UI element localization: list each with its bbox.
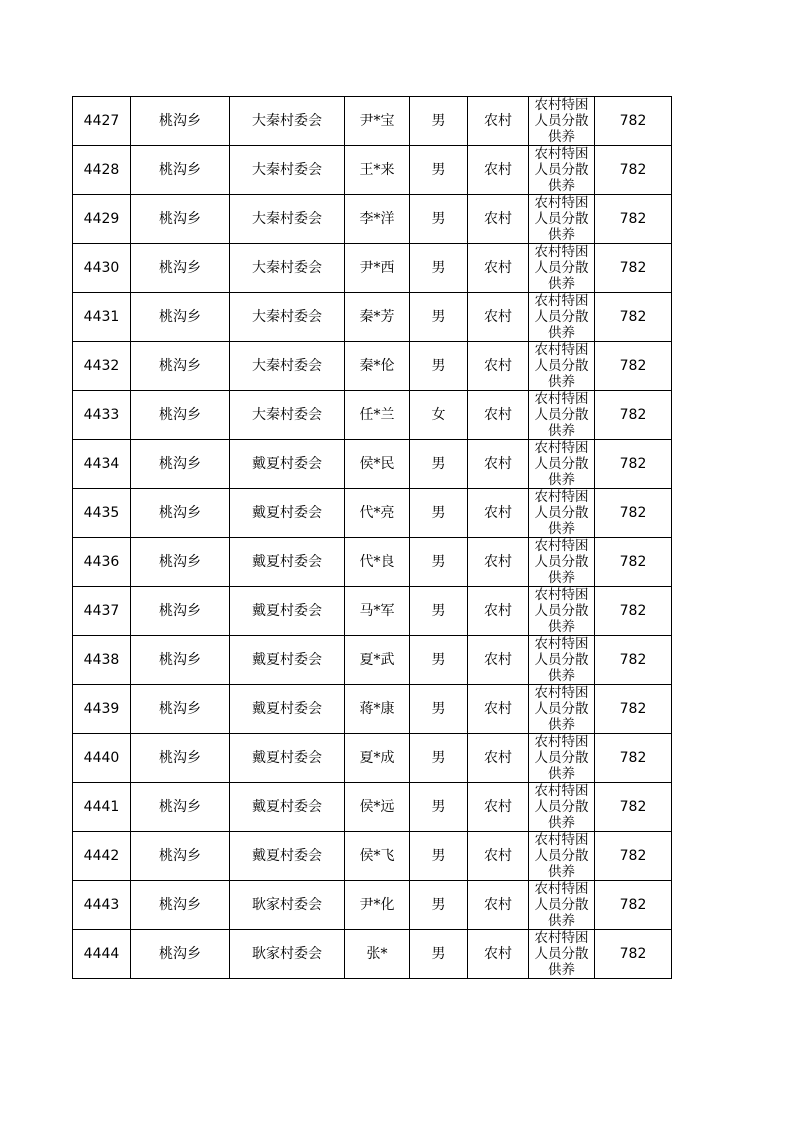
support-type-wrap <box>529 636 594 684</box>
table-row <box>73 832 672 881</box>
cell-village-committee: 戴夏村委会 <box>230 440 345 489</box>
support-type-text: 农村特困人员分散供养 <box>534 440 589 488</box>
cell-person-name: 夏*武 <box>345 636 410 685</box>
table-row <box>73 440 672 489</box>
support-type-wrap <box>529 783 594 831</box>
cell-person-name: 侯*民 <box>345 440 410 489</box>
cell-village-committee: 戴夏村委会 <box>230 489 345 538</box>
cell-area-type: 农村 <box>468 685 529 734</box>
support-type-text: 农村特困人员分散供养 <box>534 146 589 194</box>
cell-person-name: 侯*远 <box>345 783 410 832</box>
cell-village-committee: 大秦村委会 <box>230 293 345 342</box>
cell-area-type: 农村 <box>468 342 529 391</box>
support-type-wrap <box>529 97 594 145</box>
support-type-wrap <box>529 587 594 635</box>
cell-township: 桃沟乡 <box>131 146 230 195</box>
cell-person-name: 尹*西 <box>345 244 410 293</box>
cell-amount: 782 <box>595 930 672 979</box>
cell-township: 桃沟乡 <box>131 342 230 391</box>
support-type-text: 农村特困人员分散供养 <box>534 636 589 684</box>
cell-support-type <box>529 734 595 783</box>
support-type-wrap <box>529 440 594 488</box>
cell-amount: 782 <box>595 244 672 293</box>
cell-gender: 男 <box>410 538 468 587</box>
table-row <box>73 587 672 636</box>
cell-gender: 男 <box>410 440 468 489</box>
cell-record-id: 4438 <box>73 636 131 685</box>
cell-person-name: 李*洋 <box>345 195 410 244</box>
support-type-text: 农村特困人员分散供养 <box>534 832 589 880</box>
cell-record-id: 4427 <box>73 97 131 146</box>
table-row <box>73 489 672 538</box>
cell-area-type: 农村 <box>468 489 529 538</box>
cell-support-type <box>529 489 595 538</box>
cell-township: 桃沟乡 <box>131 391 230 440</box>
support-type-wrap <box>529 244 594 292</box>
cell-person-name: 尹*宝 <box>345 97 410 146</box>
cell-amount: 782 <box>595 538 672 587</box>
cell-township: 桃沟乡 <box>131 489 230 538</box>
support-type-wrap <box>529 685 594 733</box>
cell-village-committee: 戴夏村委会 <box>230 734 345 783</box>
cell-record-id: 4441 <box>73 783 131 832</box>
cell-gender: 男 <box>410 587 468 636</box>
cell-record-id: 4439 <box>73 685 131 734</box>
table-row <box>73 636 672 685</box>
cell-township: 桃沟乡 <box>131 440 230 489</box>
cell-area-type: 农村 <box>468 244 529 293</box>
support-type-text: 农村特困人员分散供养 <box>534 195 589 243</box>
cell-amount: 782 <box>595 734 672 783</box>
support-type-wrap <box>529 195 594 243</box>
cell-amount: 782 <box>595 440 672 489</box>
cell-amount: 782 <box>595 293 672 342</box>
cell-village-committee: 戴夏村委会 <box>230 587 345 636</box>
cell-village-committee: 戴夏村委会 <box>230 685 345 734</box>
cell-amount: 782 <box>595 489 672 538</box>
cell-person-name: 夏*成 <box>345 734 410 783</box>
cell-amount: 782 <box>595 146 672 195</box>
support-type-text: 农村特困人员分散供养 <box>534 391 589 439</box>
cell-area-type: 农村 <box>468 97 529 146</box>
table-row <box>73 538 672 587</box>
table-row <box>73 734 672 783</box>
support-type-text: 农村特困人员分散供养 <box>534 293 589 341</box>
cell-support-type <box>529 636 595 685</box>
cell-village-committee: 大秦村委会 <box>230 244 345 293</box>
cell-area-type: 农村 <box>468 391 529 440</box>
cell-support-type <box>529 146 595 195</box>
cell-area-type: 农村 <box>468 734 529 783</box>
support-type-text: 农村特困人员分散供养 <box>534 244 589 292</box>
cell-village-committee: 戴夏村委会 <box>230 636 345 685</box>
cell-gender: 男 <box>410 342 468 391</box>
table-body <box>73 97 672 979</box>
cell-amount: 782 <box>595 783 672 832</box>
cell-village-committee: 大秦村委会 <box>230 391 345 440</box>
support-type-text: 农村特困人员分散供养 <box>534 930 589 978</box>
cell-amount: 782 <box>595 195 672 244</box>
cell-gender: 女 <box>410 391 468 440</box>
cell-village-committee: 大秦村委会 <box>230 97 345 146</box>
cell-gender: 男 <box>410 930 468 979</box>
cell-person-name: 侯*飞 <box>345 832 410 881</box>
cell-village-committee: 戴夏村委会 <box>230 832 345 881</box>
cell-support-type <box>529 391 595 440</box>
cell-township: 桃沟乡 <box>131 832 230 881</box>
cell-gender: 男 <box>410 685 468 734</box>
cell-township: 桃沟乡 <box>131 783 230 832</box>
cell-amount: 782 <box>595 636 672 685</box>
cell-person-name: 代*良 <box>345 538 410 587</box>
cell-amount: 782 <box>595 881 672 930</box>
cell-area-type: 农村 <box>468 146 529 195</box>
cell-area-type: 农村 <box>468 293 529 342</box>
support-type-text: 农村特困人员分散供养 <box>534 538 589 586</box>
cell-record-id: 4428 <box>73 146 131 195</box>
cell-amount: 782 <box>595 587 672 636</box>
cell-person-name: 秦*芳 <box>345 293 410 342</box>
cell-record-id: 4433 <box>73 391 131 440</box>
cell-support-type <box>529 97 595 146</box>
cell-area-type: 农村 <box>468 783 529 832</box>
cell-support-type <box>529 930 595 979</box>
cell-support-type <box>529 685 595 734</box>
table-row <box>73 930 672 979</box>
cell-gender: 男 <box>410 734 468 783</box>
cell-township: 桃沟乡 <box>131 195 230 244</box>
cell-village-committee: 戴夏村委会 <box>230 538 345 587</box>
records-table <box>72 96 672 979</box>
support-type-text: 农村特困人员分散供养 <box>534 881 589 929</box>
cell-support-type <box>529 538 595 587</box>
support-type-wrap <box>529 930 594 978</box>
cell-support-type <box>529 293 595 342</box>
cell-amount: 782 <box>595 685 672 734</box>
cell-person-name: 蒋*康 <box>345 685 410 734</box>
cell-area-type: 农村 <box>468 587 529 636</box>
cell-gender: 男 <box>410 244 468 293</box>
table-row <box>73 293 672 342</box>
cell-gender: 男 <box>410 783 468 832</box>
cell-area-type: 农村 <box>468 195 529 244</box>
support-type-wrap <box>529 734 594 782</box>
table-row <box>73 244 672 293</box>
cell-gender: 男 <box>410 97 468 146</box>
support-type-text: 农村特困人员分散供养 <box>534 489 589 537</box>
cell-record-id: 4434 <box>73 440 131 489</box>
support-type-wrap <box>529 881 594 929</box>
support-type-wrap <box>529 832 594 880</box>
cell-support-type <box>529 587 595 636</box>
table-row <box>73 195 672 244</box>
cell-record-id: 4431 <box>73 293 131 342</box>
table-row <box>73 391 672 440</box>
support-type-text: 农村特困人员分散供养 <box>534 97 589 145</box>
cell-township: 桃沟乡 <box>131 881 230 930</box>
cell-amount: 782 <box>595 97 672 146</box>
cell-amount: 782 <box>595 832 672 881</box>
cell-support-type <box>529 195 595 244</box>
cell-person-name: 尹*化 <box>345 881 410 930</box>
cell-person-name: 任*兰 <box>345 391 410 440</box>
cell-record-id: 4435 <box>73 489 131 538</box>
cell-person-name: 张* <box>345 930 410 979</box>
cell-support-type <box>529 783 595 832</box>
cell-record-id: 4444 <box>73 930 131 979</box>
cell-village-committee: 大秦村委会 <box>230 342 345 391</box>
cell-gender: 男 <box>410 293 468 342</box>
cell-township: 桃沟乡 <box>131 587 230 636</box>
cell-support-type <box>529 244 595 293</box>
cell-area-type: 农村 <box>468 538 529 587</box>
support-type-text: 农村特困人员分散供养 <box>534 734 589 782</box>
cell-amount: 782 <box>595 391 672 440</box>
cell-village-committee: 大秦村委会 <box>230 195 345 244</box>
cell-township: 桃沟乡 <box>131 293 230 342</box>
support-type-text: 农村特困人员分散供养 <box>534 342 589 390</box>
cell-record-id: 4432 <box>73 342 131 391</box>
cell-person-name: 秦*伦 <box>345 342 410 391</box>
support-type-wrap <box>529 342 594 390</box>
table-row <box>73 685 672 734</box>
cell-record-id: 4429 <box>73 195 131 244</box>
cell-gender: 男 <box>410 881 468 930</box>
table-row <box>73 146 672 195</box>
cell-area-type: 农村 <box>468 832 529 881</box>
table-row <box>73 881 672 930</box>
cell-area-type: 农村 <box>468 636 529 685</box>
cell-support-type <box>529 342 595 391</box>
cell-gender: 男 <box>410 636 468 685</box>
support-type-wrap <box>529 391 594 439</box>
cell-person-name: 代*亮 <box>345 489 410 538</box>
cell-person-name: 马*军 <box>345 587 410 636</box>
support-type-wrap <box>529 538 594 586</box>
cell-gender: 男 <box>410 146 468 195</box>
support-type-text: 农村特困人员分散供养 <box>534 685 589 733</box>
table-row <box>73 783 672 832</box>
cell-township: 桃沟乡 <box>131 636 230 685</box>
cell-record-id: 4437 <box>73 587 131 636</box>
cell-amount: 782 <box>595 342 672 391</box>
cell-township: 桃沟乡 <box>131 244 230 293</box>
cell-township: 桃沟乡 <box>131 538 230 587</box>
table-row <box>73 97 672 146</box>
support-type-text: 农村特困人员分散供养 <box>534 783 589 831</box>
support-type-wrap <box>529 489 594 537</box>
cell-support-type <box>529 832 595 881</box>
cell-township: 桃沟乡 <box>131 97 230 146</box>
cell-village-committee: 戴夏村委会 <box>230 783 345 832</box>
cell-village-committee: 耿家村委会 <box>230 881 345 930</box>
cell-area-type: 农村 <box>468 881 529 930</box>
cell-record-id: 4442 <box>73 832 131 881</box>
support-type-text: 农村特困人员分散供养 <box>534 587 589 635</box>
cell-area-type: 农村 <box>468 440 529 489</box>
cell-gender: 男 <box>410 489 468 538</box>
cell-record-id: 4436 <box>73 538 131 587</box>
support-type-wrap <box>529 293 594 341</box>
cell-village-committee: 耿家村委会 <box>230 930 345 979</box>
cell-support-type <box>529 440 595 489</box>
cell-record-id: 4443 <box>73 881 131 930</box>
cell-township: 桃沟乡 <box>131 734 230 783</box>
cell-township: 桃沟乡 <box>131 685 230 734</box>
cell-gender: 男 <box>410 195 468 244</box>
cell-person-name: 王*来 <box>345 146 410 195</box>
table-row <box>73 342 672 391</box>
cell-support-type <box>529 881 595 930</box>
cell-record-id: 4440 <box>73 734 131 783</box>
cell-area-type: 农村 <box>468 930 529 979</box>
support-type-wrap <box>529 146 594 194</box>
cell-township: 桃沟乡 <box>131 930 230 979</box>
cell-gender: 男 <box>410 832 468 881</box>
cell-village-committee: 大秦村委会 <box>230 146 345 195</box>
cell-record-id: 4430 <box>73 244 131 293</box>
